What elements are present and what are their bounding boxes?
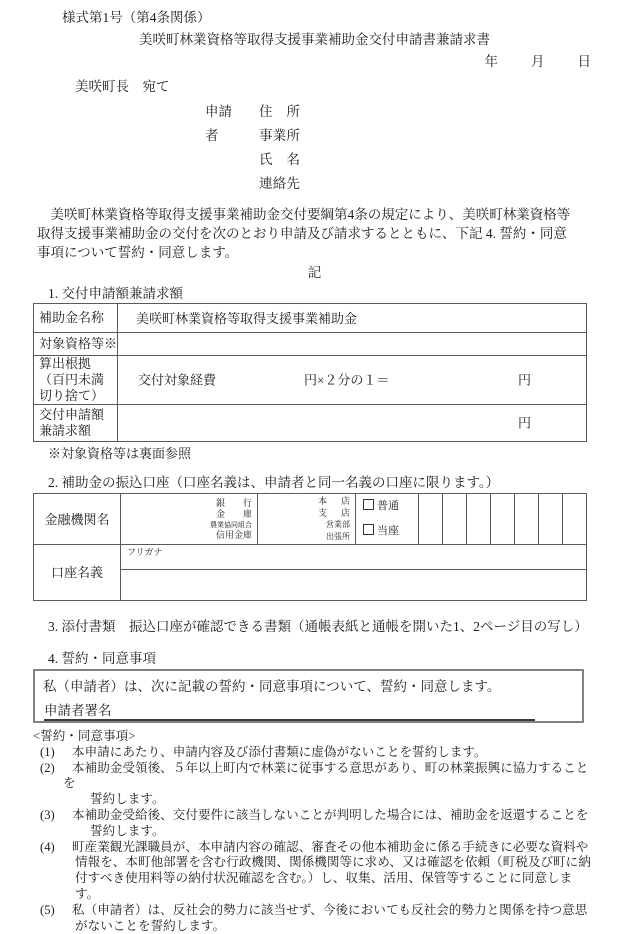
- section3-heading: 3. 添付書類 振込口座が確認できる書類（通帳表紙と通帳を開いた1、2ページ目の写し）: [48, 619, 588, 634]
- bank-account-table: [33, 493, 587, 601]
- field-label-address: 住所: [259, 104, 300, 119]
- applicant-block: [37, 100, 592, 196]
- list-item: (1) 本申請にあたり、申請内容及び添付書類に虚偽がないことを誓約します。: [40, 744, 487, 759]
- list-item-continuation: 誓約します。: [90, 792, 165, 807]
- subsidy-name-label: 補助金名称: [34, 304, 118, 333]
- account-number-box[interactable]: [491, 494, 515, 545]
- target-qualification-input[interactable]: [118, 333, 587, 356]
- account-number-box[interactable]: [563, 494, 587, 545]
- branch-type-shucchojo: 出張所: [326, 531, 350, 541]
- account-holder-input[interactable]: [121, 570, 587, 601]
- date-line: [37, 53, 592, 70]
- checkbox-icon[interactable]: [363, 499, 374, 510]
- yen-label: 円: [517, 415, 531, 431]
- signature-label: 申請者署名: [44, 703, 112, 718]
- date-year-label: 年: [484, 54, 498, 69]
- calc-basis-input[interactable]: [118, 356, 587, 405]
- amount-table: [33, 303, 587, 442]
- field-label-office: 事業所: [259, 128, 300, 143]
- list-item: (4) 町産業観光課職員が、本申請内容の確認、審査その他本補助金に係る手続きに必要な資料や: [40, 839, 589, 854]
- expense-label: 交付対象経費: [138, 372, 217, 388]
- account-type-ordinary[interactable]: 普通: [363, 498, 418, 515]
- account-holder-label: 口座名義: [34, 545, 121, 601]
- account-type-cell: [356, 494, 419, 545]
- applicant-row-contact: [37, 172, 592, 196]
- list-item-continuation: を: [63, 776, 76, 791]
- account-type-current[interactable]: 当座: [363, 523, 418, 540]
- list-item-continuation: 誓約します。: [90, 823, 165, 838]
- table-row: [34, 545, 587, 570]
- table-row: [34, 304, 587, 333]
- formula-label: 円×２分の１＝: [304, 372, 390, 388]
- list-item: (3) 本補助金受給後、交付要件に該当しないことが判明した場合には、補助金を返還することを: [40, 807, 589, 822]
- application-amount-label: 交付申請額 兼請求額: [34, 405, 118, 442]
- account-number-box[interactable]: [515, 494, 539, 545]
- target-note: ※対象資格等は裏面参照: [48, 446, 192, 461]
- bank-type-shinkin: 信用金庫: [216, 529, 253, 540]
- field-label-contact: 連絡先: [259, 176, 300, 191]
- branch-type-honten: 本店: [318, 496, 350, 506]
- table-row: [34, 356, 587, 405]
- calc-basis-label: 算出根拠 （百円未満 切り捨て）: [34, 356, 118, 405]
- intro-line-1: 美咲町林業資格等取得支援事業補助金交付要綱第4条の規定により、美咲町林業資格等: [37, 207, 571, 222]
- date-month-label: 月: [531, 54, 545, 69]
- list-item-continuation: がないことを誓約します。: [75, 918, 226, 933]
- checkbox-icon[interactable]: [363, 524, 374, 535]
- intro-paragraph: [37, 205, 592, 262]
- branch-type-shiten: 支店: [318, 507, 350, 518]
- form-number: 様式第1号（第4条関係）: [62, 10, 211, 25]
- pledge-box: [33, 669, 584, 723]
- yen-label: 円: [517, 372, 531, 388]
- list-item: (2) 本補助金受領後、５年以上町内で林業に従事する意思があり、町の林業振興に協力すること: [40, 760, 589, 775]
- signature-line[interactable]: [44, 703, 535, 721]
- page-title: 美咲町林業資格等取得支援事業補助金交付申請書兼請求書: [139, 32, 490, 47]
- applicant-row-office: [37, 124, 592, 148]
- date-day-label: 日: [577, 54, 591, 69]
- intro-line-3: 事項について誓約・同意します。: [37, 245, 239, 260]
- table-row: [34, 333, 587, 356]
- branch-type-options: [314, 496, 350, 542]
- bank-type-kinko: 金庫: [216, 508, 252, 519]
- furigana-input[interactable]: フリガナ: [121, 545, 587, 570]
- bank-type-options: [208, 498, 252, 541]
- list-item: (5) 私（申請者）は、反社会的勢力に該当せず、今後においても反社会的勢力と関係を持つ意思: [40, 902, 588, 917]
- account-number-box[interactable]: [419, 494, 443, 545]
- bank-name-label: 金融機関名: [34, 494, 121, 545]
- account-number-box[interactable]: [467, 494, 491, 545]
- section1-heading: 1. 交付申請額兼請求額: [48, 286, 183, 301]
- list-item-continuation: 情報を、本町他部署を含む行政機関、関係機関等に求め、又は確認を依頼（町税及び町に納: [75, 855, 591, 870]
- addressee: 美咲町長 宛て: [75, 79, 170, 94]
- section2-heading: 2. 補助金の振込口座（口座名義は、申請者と同一名義の口座に限ります。）: [48, 475, 500, 490]
- section4-heading: 4. 誓約・同意事項: [48, 651, 156, 666]
- applicant-row-name: [37, 148, 592, 172]
- intro-line-2: 取得支援事業補助金の交付を次のとおり申請及び請求するとともに、下記 4. 誓約・同意: [37, 226, 567, 241]
- pledge-list-heading: <誓約・同意事項>: [33, 729, 136, 743]
- branch-name-input[interactable]: [258, 494, 356, 545]
- target-qualification-label: 対象資格等※: [34, 333, 118, 356]
- branch-type-eigyobu: 営業部: [326, 520, 350, 529]
- field-label-name: 氏名: [259, 152, 300, 167]
- application-amount-input[interactable]: [118, 405, 587, 442]
- pledge-list: [37, 745, 592, 934]
- applicant-label: 申請者: [205, 104, 232, 143]
- table-row: [34, 494, 587, 545]
- bank-type-bank: 銀行: [216, 497, 252, 508]
- account-number-box[interactable]: [443, 494, 467, 545]
- list-item-continuation: 付すべき使用料等の納付状況確認を含む。）し、収集、活用、保管等することに同意します。: [75, 871, 573, 901]
- table-row: [34, 405, 587, 442]
- pledge-sentence: 私（申請者）は、次に記載の誓約・同意事項について、誓約・同意します。: [43, 679, 501, 694]
- ki-marker: 記: [307, 265, 322, 280]
- bank-type-agricoop: 農業協同組合: [210, 520, 252, 529]
- account-number-box[interactable]: [539, 494, 563, 545]
- subsidy-name-value: 美咲町林業資格等取得支援事業補助金: [118, 304, 587, 333]
- bank-name-input[interactable]: [121, 494, 258, 545]
